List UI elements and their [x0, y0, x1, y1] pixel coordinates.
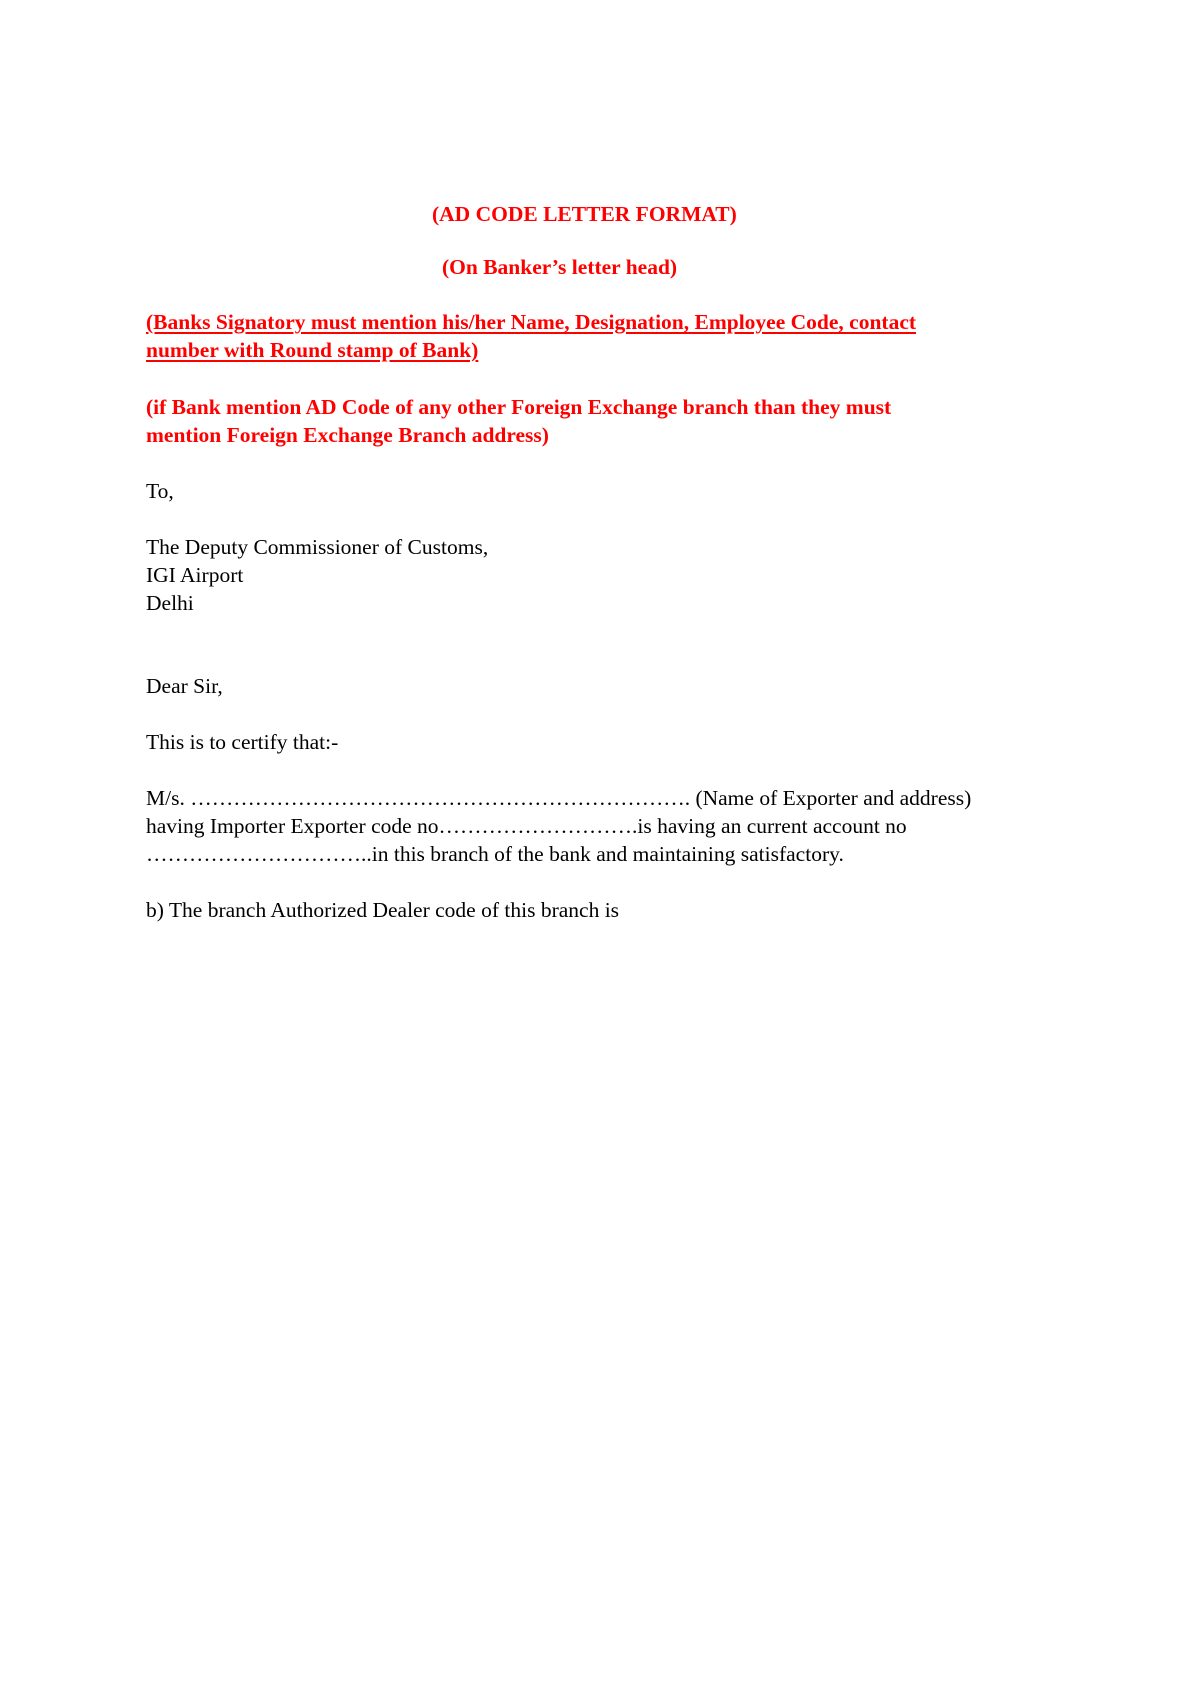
salutation-to: To,	[146, 479, 174, 503]
document-subtitle: (On Banker’s letter head)	[442, 255, 678, 279]
branch-note-line-1: (if Bank mention AD Code of any other Foreign Exchange branch than they must	[146, 395, 892, 419]
body-line-1: M/s. ……………………………………………………………. (Name of Exporter and address)	[146, 786, 972, 810]
signatory-note-line-1: (Banks Signatory must mention his/her Name, Designation, Employee Code, contact	[146, 310, 917, 334]
branch-note-line-2: mention Foreign Exchange Branch address)	[146, 423, 549, 447]
signatory-note-line-2: number with Round stamp of Bank)	[146, 338, 479, 362]
point-b: b) The branch Authorized Dealer code of this branch is	[146, 898, 620, 922]
body-line-3: …………………………..in this branch of the bank and maintaining satisfactory.	[146, 842, 844, 866]
body-line-2: having Importer Exporter code no……………………….is having an current account no	[146, 814, 907, 838]
certify-intro: This is to certify that:-	[146, 730, 339, 754]
recipient-line-3: Delhi	[146, 591, 194, 615]
greeting: Dear Sir,	[146, 674, 223, 698]
recipient-line-2: IGI Airport	[146, 563, 244, 587]
recipient-line-1: The Deputy Commissioner of Customs,	[146, 535, 489, 559]
document-title: (AD CODE LETTER FORMAT)	[432, 202, 737, 226]
